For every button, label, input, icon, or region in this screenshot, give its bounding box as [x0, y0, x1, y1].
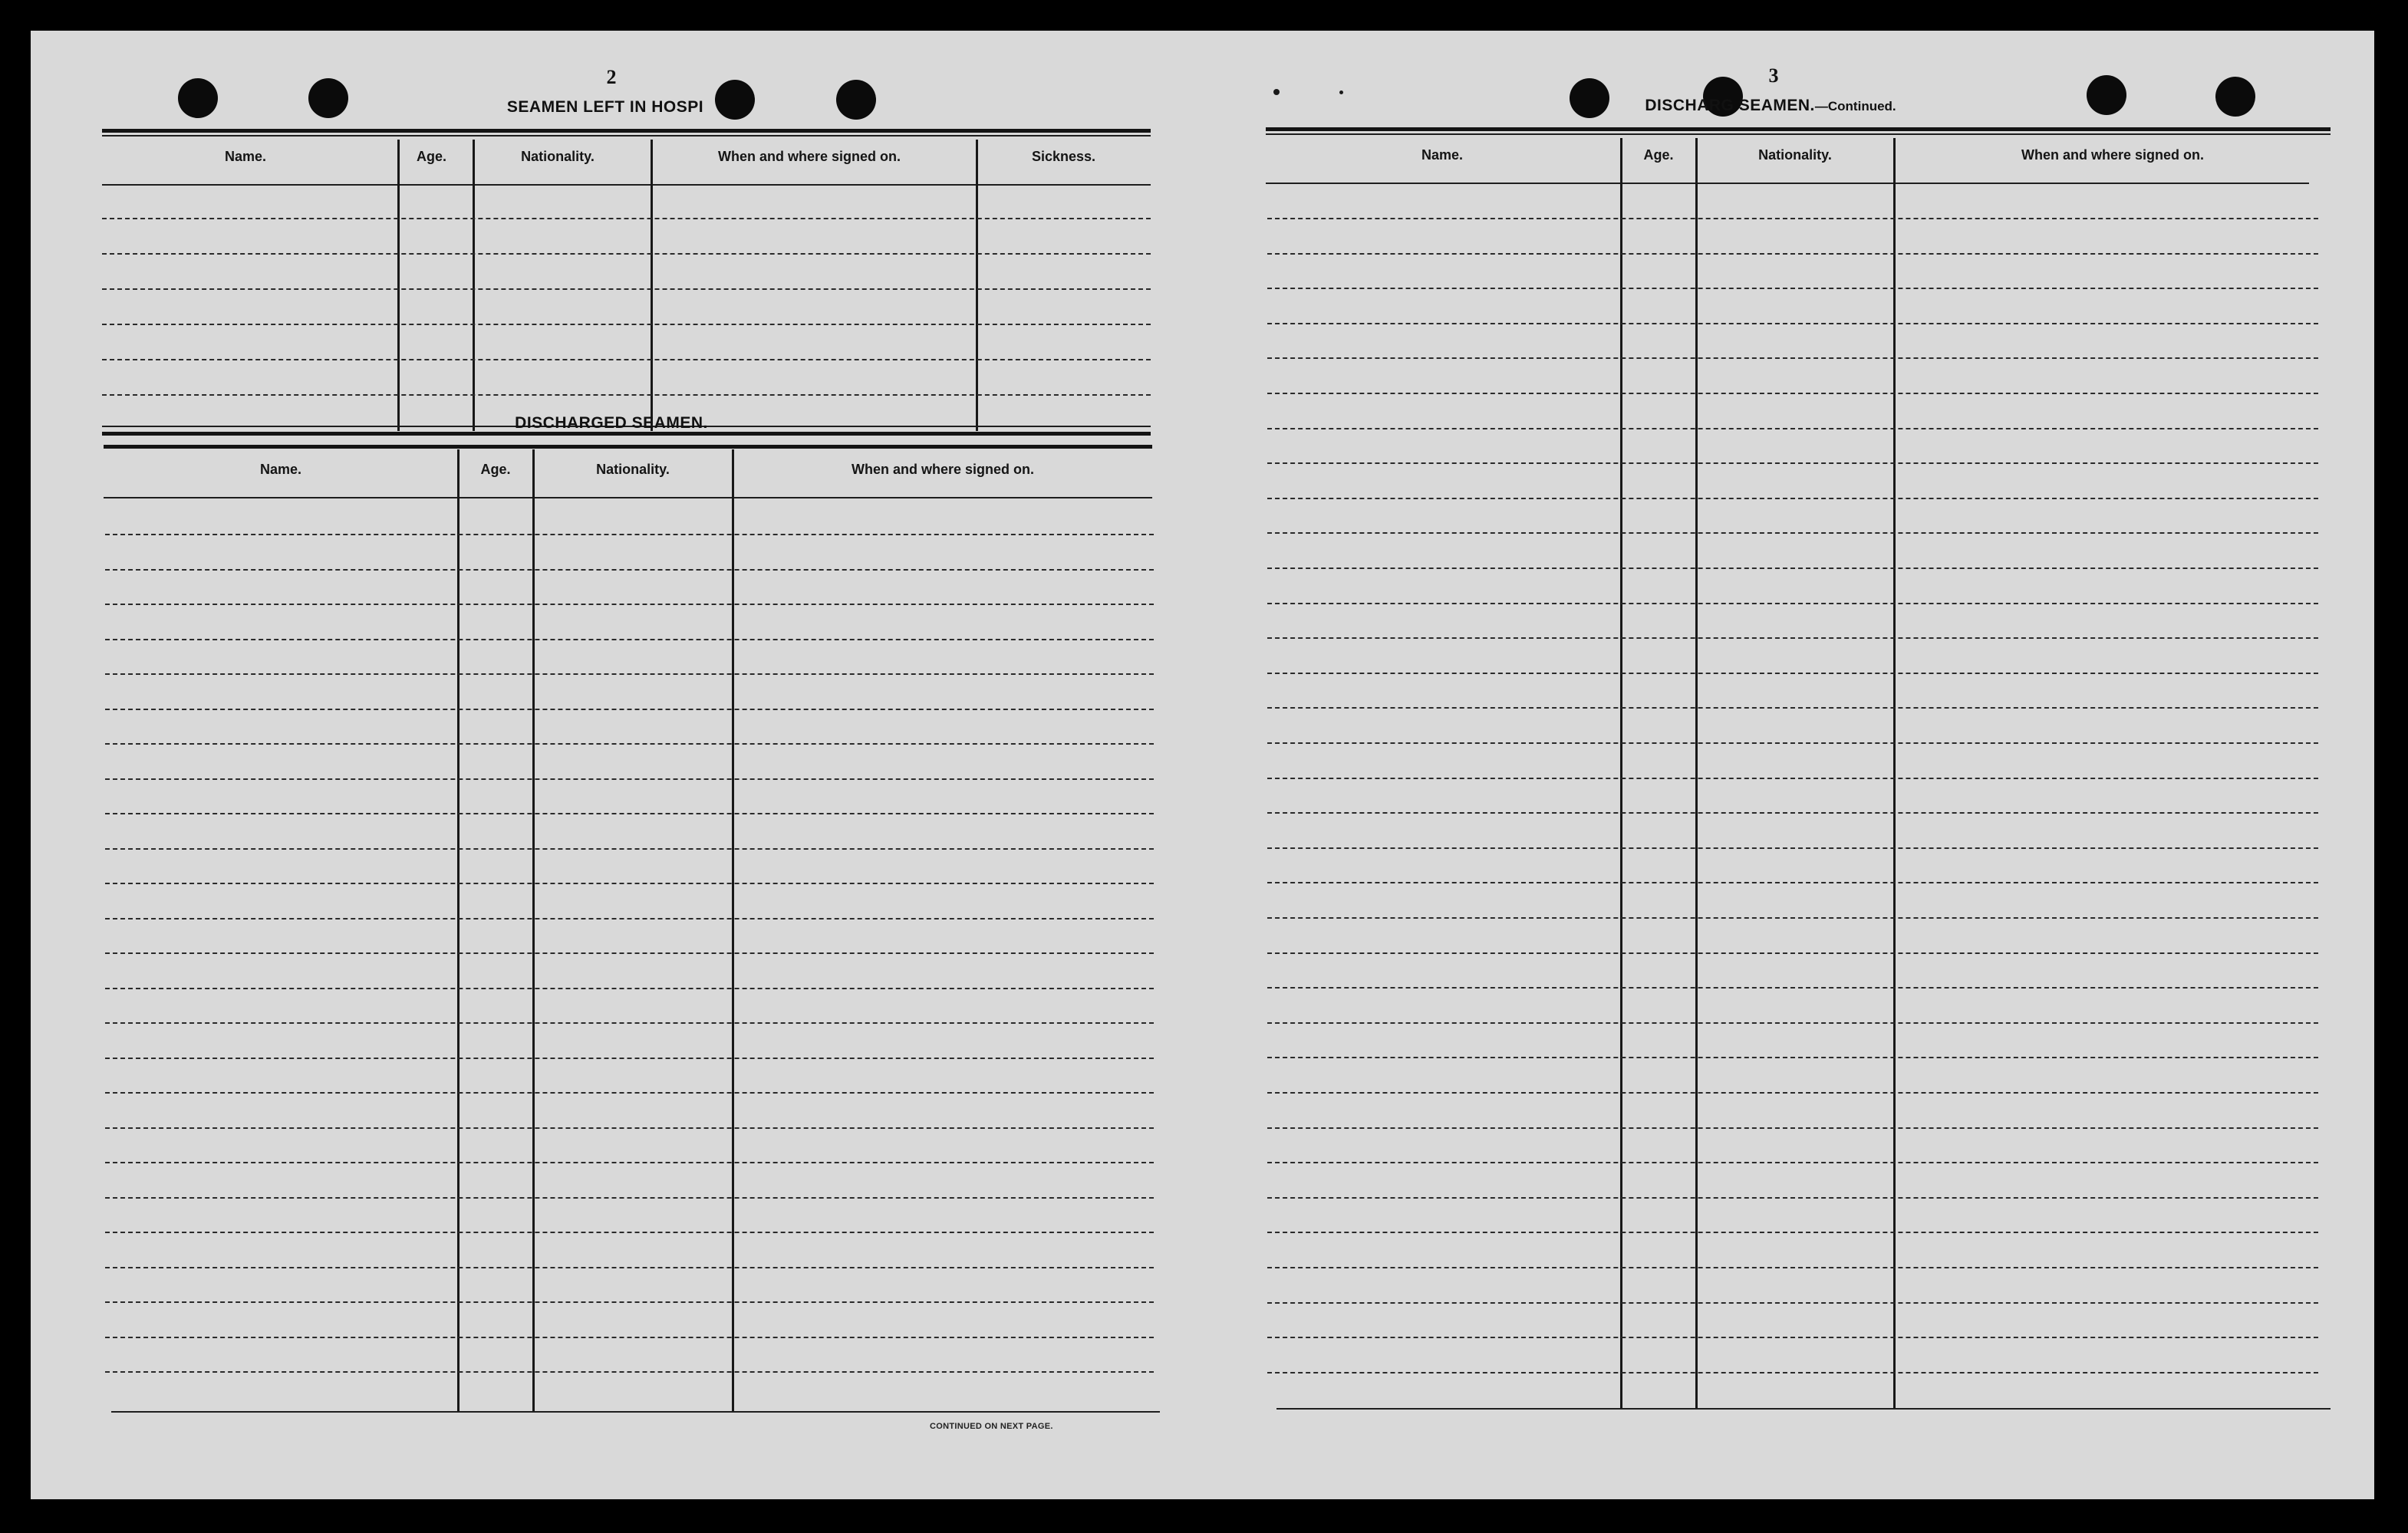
table-row-line: [105, 1267, 1154, 1268]
hospital-col-divider: [651, 140, 653, 431]
hospital-header-rule: [102, 184, 1151, 186]
hospital-col-divider: [397, 140, 400, 431]
table-row-line: [102, 394, 1151, 396]
table-row-line: [105, 1127, 1154, 1129]
table-row-line: [1267, 288, 2318, 289]
col-head-when-where: When and where signed on.: [2021, 147, 2205, 163]
discharged-continued-title: [1645, 97, 1896, 115]
table-row-line: [1267, 987, 2318, 989]
hospital-col-divider: [976, 140, 978, 431]
table-row-line: [1267, 498, 2318, 499]
table-row-line: [1267, 323, 2318, 324]
punch-hole: [1570, 78, 1609, 118]
table-row-line: [105, 1162, 1154, 1163]
continued-note: CONTINUED ON NEXT PAGE.: [930, 1422, 1053, 1431]
table-row-line: [1267, 1092, 2318, 1094]
table-row-line: [105, 639, 1154, 640]
table-row-line: [105, 569, 1154, 571]
col-head-name: Name.: [224, 149, 267, 164]
col-head-sickness: Sickness.: [1031, 149, 1096, 164]
table-row-line: [1267, 1267, 2318, 1268]
table-row-line: [105, 1301, 1154, 1303]
punch-hole: [836, 80, 876, 120]
table-row-line: [102, 359, 1151, 360]
table-row-line: [1267, 952, 2318, 954]
right-col-divider: [1695, 138, 1698, 1408]
right-bottom-rule: [1276, 1408, 2331, 1410]
table-row-line: [1267, 882, 2318, 883]
table-row-line: [102, 253, 1151, 255]
table-row-line: [1267, 428, 2318, 429]
discharged-bottom-rule: [111, 1411, 1160, 1413]
table-row-line: [1267, 1337, 2318, 1338]
table-row-line: [105, 1058, 1154, 1059]
table-row-line: [105, 778, 1154, 780]
col-head-nationality: Nationality.: [1758, 147, 1832, 163]
table-row-line: [105, 1197, 1154, 1199]
punch-hole: [178, 78, 218, 118]
table-row-line: [1267, 218, 2318, 219]
table-row-line: [1267, 707, 2318, 709]
punch-hole: [715, 80, 755, 120]
hospital-col-divider: [473, 140, 475, 431]
table-row-line: [105, 883, 1154, 884]
table-row-line: [102, 324, 1151, 325]
table-row-line: [1267, 673, 2318, 674]
table-row-line: [1267, 778, 2318, 779]
table-row-line: [1267, 603, 2318, 604]
col-head-age: Age.: [1643, 147, 1674, 163]
page-number-left: 2: [606, 66, 617, 88]
table-row-line: [1267, 462, 2318, 464]
table-row-line: [1267, 847, 2318, 849]
table-row-line: [105, 1022, 1154, 1024]
speck: [1273, 89, 1280, 95]
scanned-document: [31, 31, 2374, 1499]
table-row-line: [1267, 1057, 2318, 1058]
col-head-age: Age.: [416, 149, 446, 164]
table-row-line: [1267, 567, 2318, 569]
table-row-line: [1267, 532, 2318, 534]
col-head-age: Age.: [480, 462, 511, 477]
page-number-right: 3: [1768, 64, 1779, 87]
discharged-top-rule: [104, 445, 1152, 449]
table-row-line: [1267, 1197, 2318, 1199]
discharged-section-title: DISCHARGED SEAMEN.: [515, 414, 708, 432]
table-row-line: [1267, 1302, 2318, 1304]
discharged-continued-title-part: DISCHARG: [1645, 97, 1734, 114]
discharged-header-rule: [104, 497, 1152, 498]
speck: [1339, 90, 1343, 94]
table-row-line: [105, 813, 1154, 814]
col-head-nationality: Nationality.: [521, 149, 595, 164]
continued-label: —Continued.: [1814, 99, 1896, 113]
table-row-line: [105, 1232, 1154, 1233]
right-top-rule: [1266, 127, 2331, 131]
table-row-line: [105, 534, 1154, 535]
table-row-line: [1267, 917, 2318, 919]
col-head-when-where: When and where signed on.: [717, 149, 901, 164]
discharged-continued-title-suffix: SEAMEN.: [1734, 97, 1815, 114]
right-top-rule-2: [1266, 133, 2331, 135]
hospital-section-title: SEAMEN LEFT IN HOSPI: [506, 98, 704, 116]
hospital-top-rule: [102, 129, 1151, 133]
punch-hole: [308, 78, 348, 118]
col-head-nationality: Nationality.: [596, 462, 670, 477]
table-row-line: [1267, 637, 2318, 639]
right-col-divider: [1620, 138, 1622, 1408]
table-row-line: [1267, 1162, 2318, 1163]
table-row-line: [1267, 253, 2318, 255]
hospital-top-rule-2: [102, 135, 1151, 137]
table-row-line: [1267, 1372, 2318, 1373]
table-row-line: [105, 743, 1154, 745]
table-row-line: [105, 673, 1154, 675]
col-head-name: Name.: [259, 462, 302, 477]
table-row-line: [102, 218, 1151, 219]
table-row-line: [105, 952, 1154, 954]
table-row-line: [105, 918, 1154, 919]
table-row-line: [1267, 357, 2318, 359]
table-row-line: [105, 988, 1154, 989]
punch-hole: [2215, 77, 2255, 117]
table-row-line: [105, 848, 1154, 850]
table-row-line: [105, 1092, 1154, 1094]
table-row-line: [1267, 1022, 2318, 1024]
table-row-line: [105, 709, 1154, 710]
table-row-line: [1267, 393, 2318, 394]
table-row-line: [102, 288, 1151, 290]
col-head-when-where: When and where signed on.: [851, 462, 1035, 477]
table-row-line: [105, 1337, 1154, 1338]
table-row-line: [105, 1371, 1154, 1373]
table-row-line: [1267, 1232, 2318, 1233]
punch-hole: [2087, 75, 2126, 115]
table-row-line: [1267, 1127, 2318, 1129]
table-row-line: [1267, 812, 2318, 814]
col-head-name: Name.: [1421, 147, 1464, 163]
table-row-line: [1267, 742, 2318, 744]
right-header-rule: [1266, 183, 2309, 184]
table-row-line: [105, 604, 1154, 605]
right-col-divider: [1893, 138, 1896, 1408]
